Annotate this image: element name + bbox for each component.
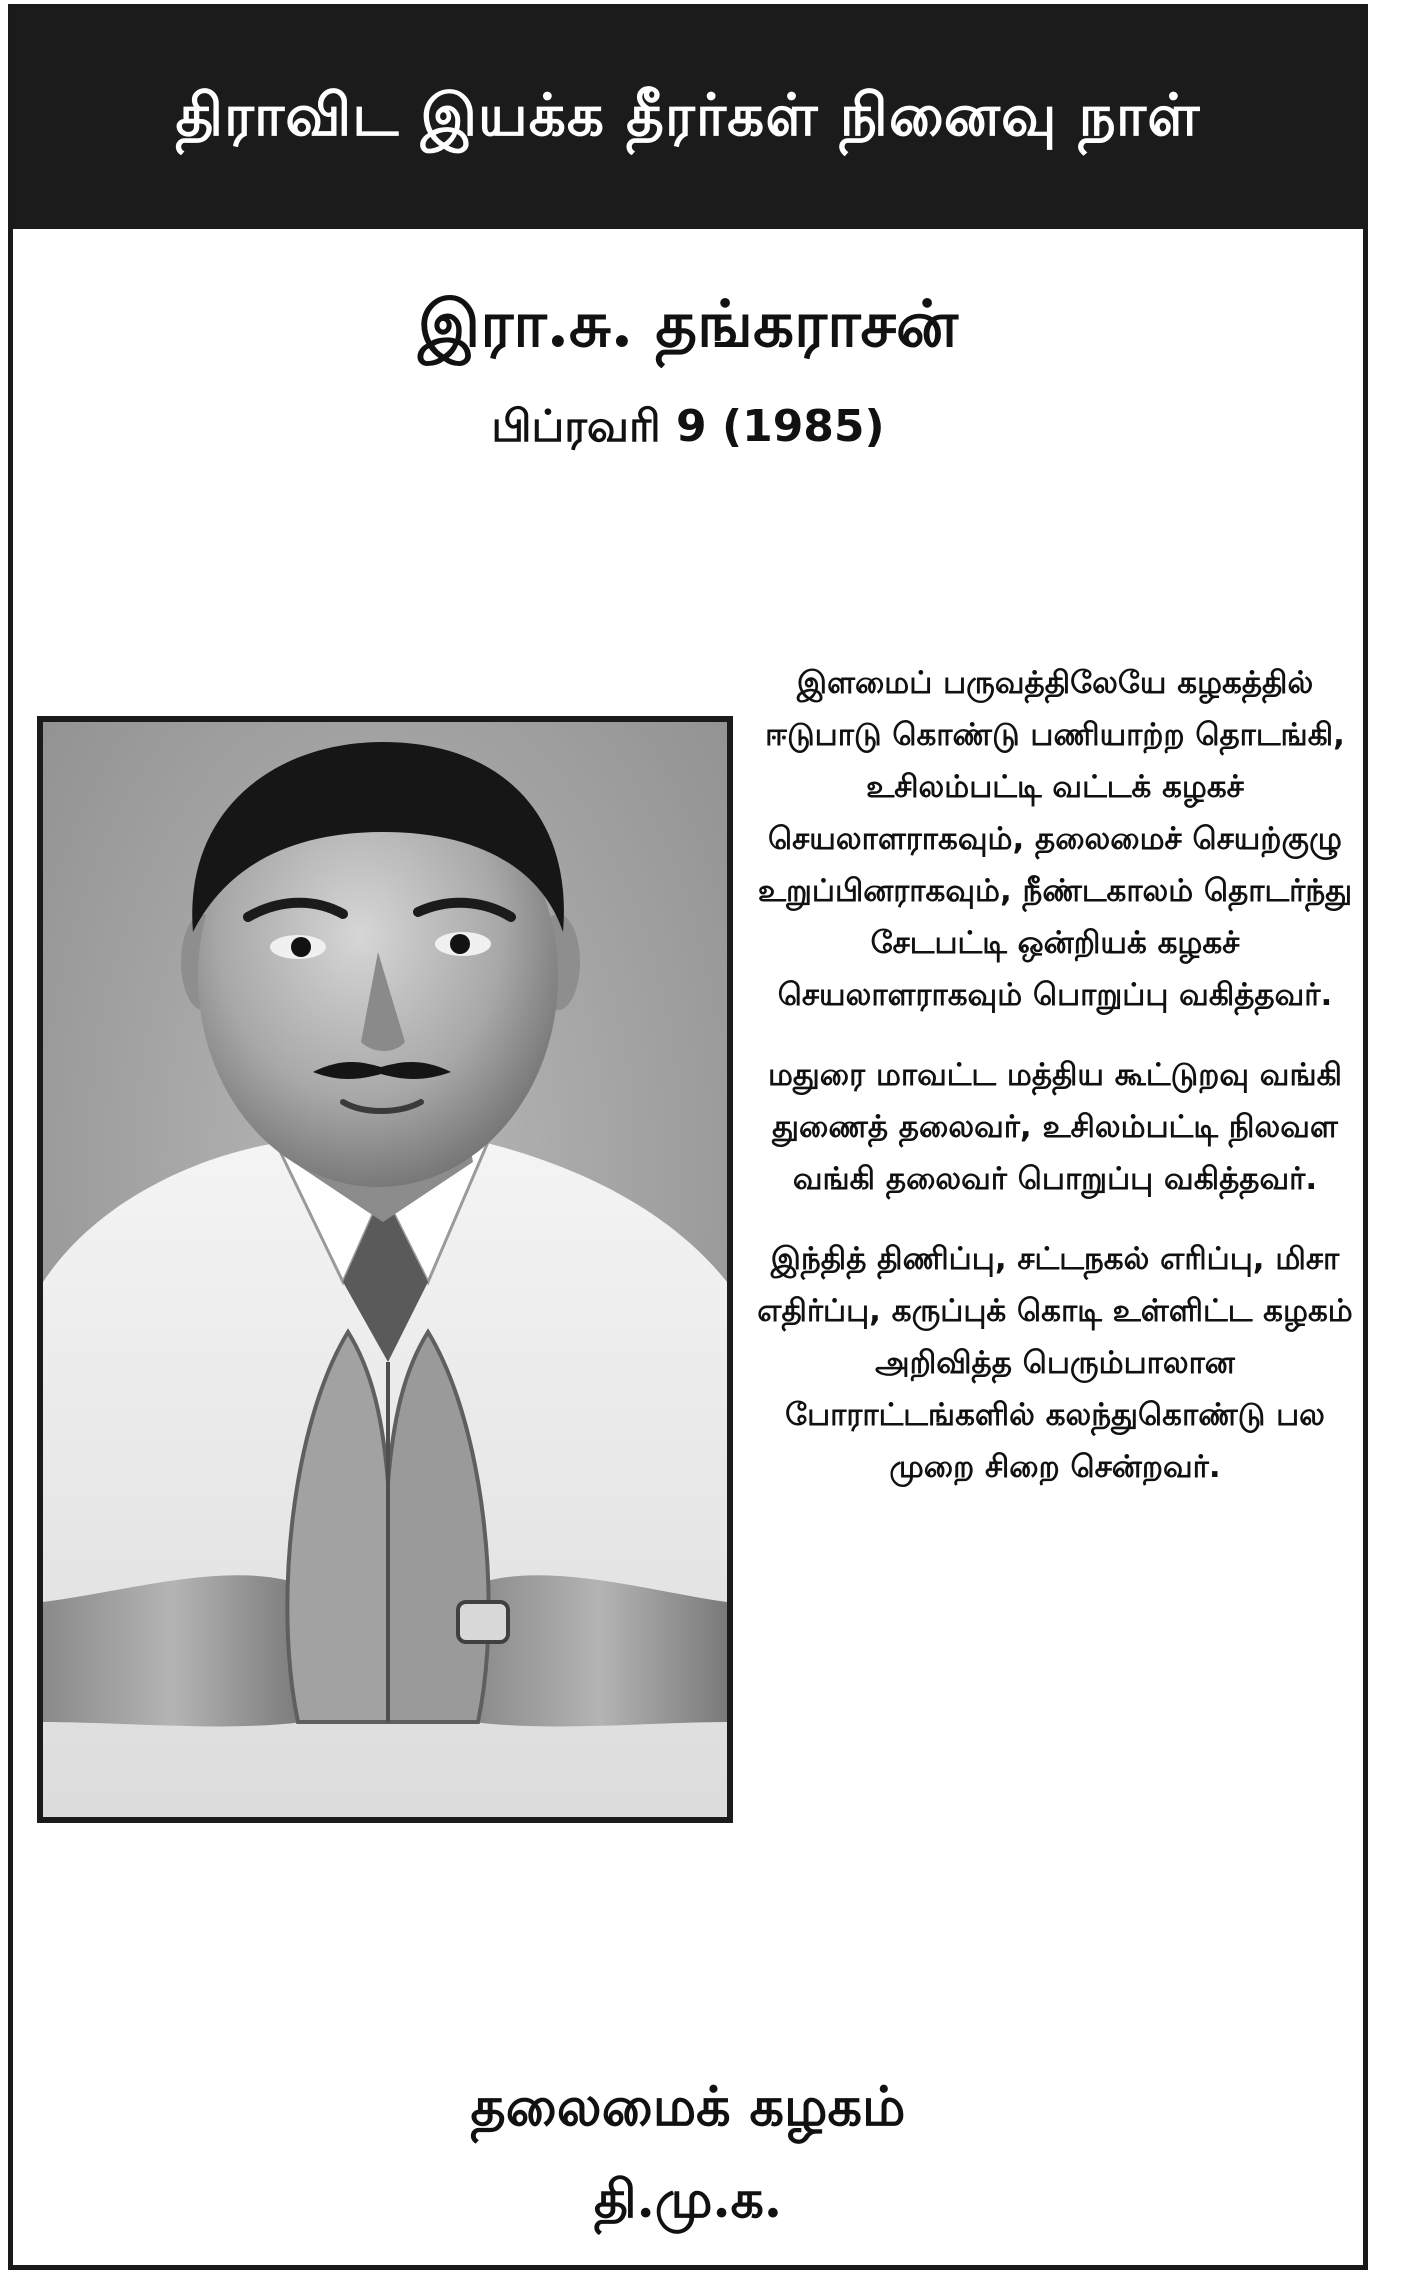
biography: [755, 657, 1355, 1521]
footer-party: தி.மு.க.: [594, 2169, 782, 2230]
portrait-photo: [37, 716, 733, 1823]
person-name: இரா.சு. தங்கராசன்: [417, 287, 959, 362]
memorial-date: பிப்ரவரி 9 (1985): [491, 401, 885, 452]
header-banner: [13, 9, 1363, 229]
memorial-notice: [8, 4, 1368, 2270]
bio-paragraph-2: மதுரை மாவட்ட மத்திய கூட்டுறவு வங்கி துணைத் தலைவர், உசிலம்பட்டி நிலவள வங்கி தலைவர் பொறுப்பு வகித்தவர்.: [767, 1057, 1343, 1197]
bio-paragraph-3: இந்தித் திணிப்பு, சட்டநகல் எரிப்பு, மிசா எதிர்ப்பு, கருப்புக் கொடி உள்ளிட்ட கழகம் அறிவித்த பெரும்பாலான போராட்டங்களில் கலந்துகொண்டு பல முறை சிறை சென்றவர்.: [757, 1241, 1353, 1485]
bio-paragraph-1: இளமைப் பருவத்திலேயே கழகத்தில் ஈடுபாடு கொண்டு பணியாற்ற தொடங்கி, உசிலம்பட்டி வட்டக் கழகச் செயலாளராகவும், தலைமைச் செயற்குழு உறுப்பினராகவும், நீண்டகாலம் தொடர்ந்து சேடபட்டி ஒன்றியக் கழகச் செயலாளராகவும் பொறுப்பு வகித்தவர்.: [757, 665, 1353, 1013]
header-title: திராவிட இயக்க தீரர்கள் நினைவு நாள்: [175, 81, 1201, 149]
footer-organization: தலைமைக் கழகம்: [470, 2074, 906, 2138]
